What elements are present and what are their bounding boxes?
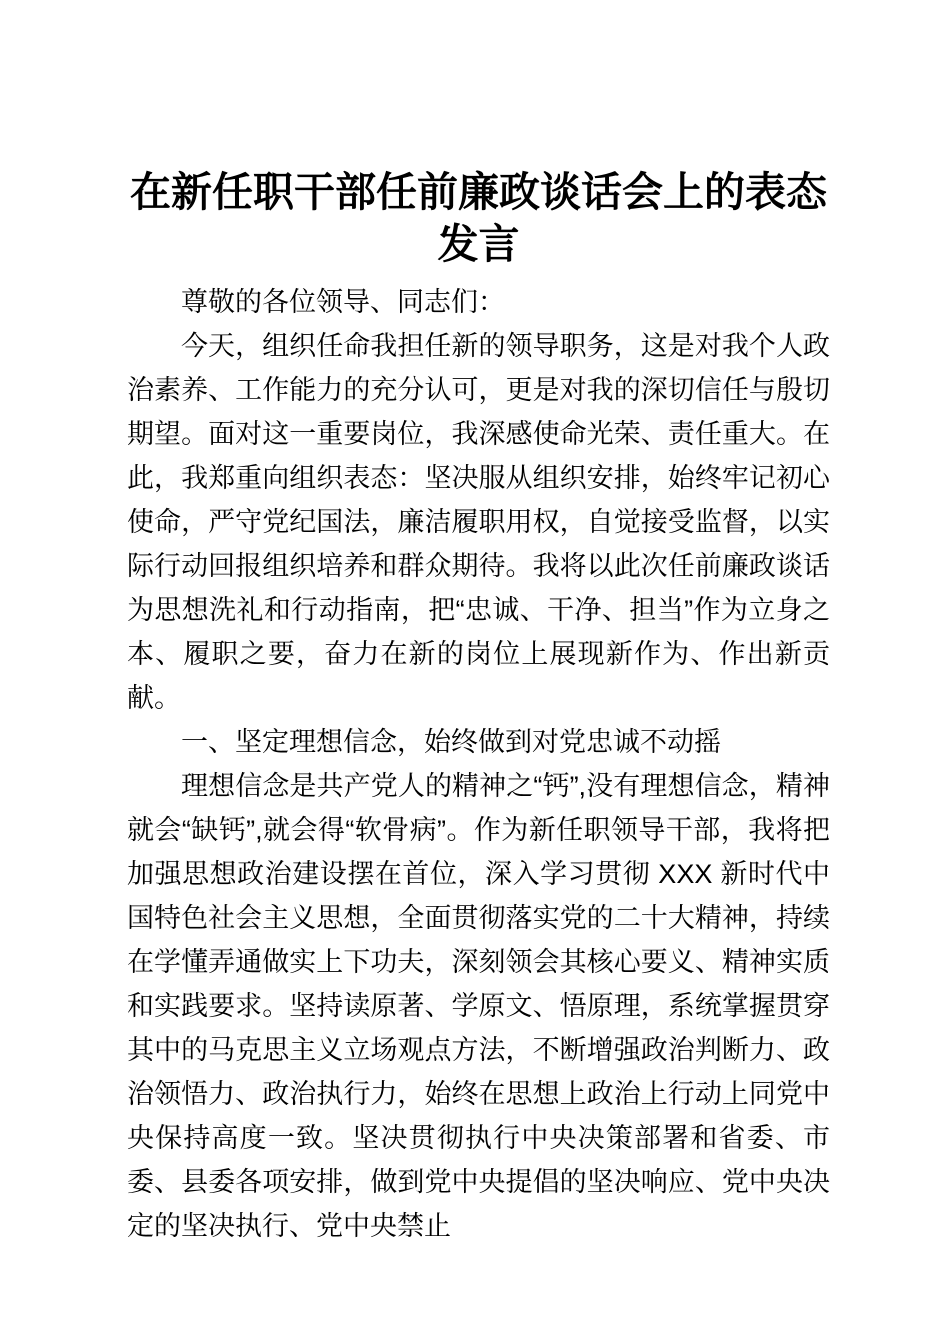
paragraph-section-1-body: 理想信念是共产党人的精神之“钙”,没有理想信念，精神就会“缺钙”,就会得“软骨病”。作为新任职领导干部，我将把加强思想政治建设摆在首位，深入学习贯彻 XXX 新时代中国特色社会主义思想，全面贯彻落实党的二十大精神，持续在学懂弄通做实上下功夫，深刻领会其核心要义、精神实质和实践要求。坚持读原著、学原文、悟原理，系统掌握贯穿其中的马克思主义立场观点方法，不断增强政治判断力、政治领悟力、政治执行力，始终在思想上政治上行动上同党中央保持高度一致。坚决贯彻执行中央决策部署和省委、市委、县委各项安排，做到党中央提倡的坚决响应、党中央决定的坚决执行、党中央禁止 [127, 771, 830, 1241]
section-heading-1: 一、坚定理想信念，始终做到对党忠诚不动摇 [181, 727, 721, 757]
paragraph-intro: 今天，组织任命我担任新的领导职务，这是对我个人政治素养、工作能力的充分认可，更是对我的深切信任与殷切期望。面对这一重要岗位，我深感使命光荣、责任重大。在此，我郑重向组织表态：坚决服从组织安排，始终牢记初心使命，严守党纪国法，廉洁履职用权，自觉接受监督，以实际行动回报组织培养和群众期待。我将以此次任前廉政谈话为思想洗礼和行动指南，把“忠诚、干净、担当”作为立身之本、履职之要，奋力在新的岗位上展现新作为、作出新贡献。 [127, 331, 830, 713]
document-title: 在新任职干部任前廉政谈话会上的表态发言 [130, 169, 827, 267]
paragraph-greeting: 尊敬的各位领导、同志们： [181, 287, 505, 317]
